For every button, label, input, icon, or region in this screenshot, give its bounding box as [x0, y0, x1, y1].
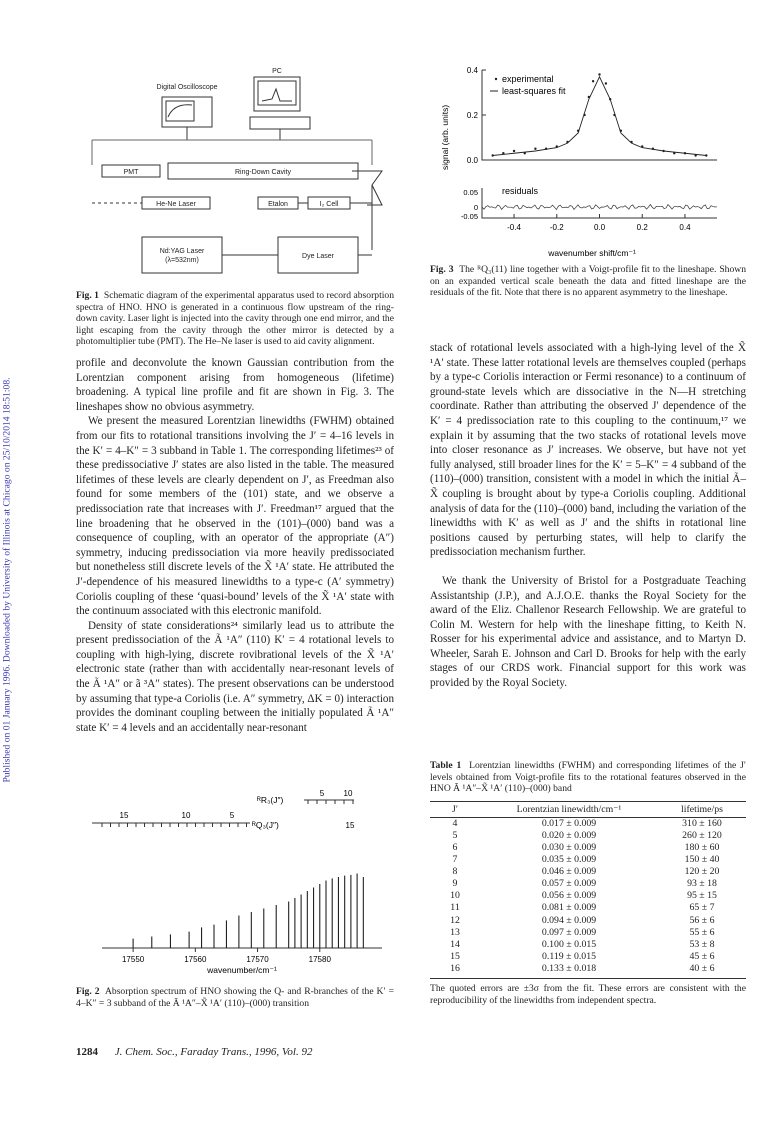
- left-column: [76, 356, 394, 735]
- table-cell: 8: [452, 866, 458, 878]
- table-cell: 6: [452, 841, 458, 853]
- fig2-q-tick-label: 5: [229, 811, 235, 820]
- table-cell: 0.030 ± 0.009: [541, 841, 597, 853]
- fig3-residual-ytick-label: 0: [473, 203, 478, 212]
- page-footer: [76, 1046, 312, 1058]
- table-cell: 0.133 ± 0.018: [480, 963, 658, 979]
- table-header-j: J′: [430, 801, 480, 817]
- fig1-label-oscilloscope: Digital Oscilloscope: [156, 84, 218, 91]
- fig2-q-branch-label: ᴿQ₃(J″): [252, 820, 279, 830]
- table-cell: 180 ± 60: [684, 841, 720, 853]
- fig1-caption-text: Schematic diagram of the experimental apparatus used to record absorption spectra of HNO. HNO is generated in a continuous flow upstream of the ring-down cavity. Laser light is injected into the cavity through one end mirror, and the light escaping from the cavity through the other mirror is detected by a photomultiplier tube (PMT). The He–Ne laser is used to aid cavity alignment.: [76, 290, 395, 348]
- table-row: [430, 830, 746, 842]
- right-column: [430, 341, 746, 691]
- fig3-legend-experimental: experimental: [502, 74, 554, 84]
- table-cell: 56 ± 6: [689, 914, 715, 926]
- table-row: [430, 927, 746, 939]
- fig3-ytick-label: 0.2: [466, 111, 478, 120]
- table-cell: 0.017 ± 0.009: [541, 817, 597, 829]
- fig3-ytick-label: 0.0: [466, 156, 478, 165]
- table1-footnote: The quoted errors are ±3σ from the fit. These errors are consistent with the reproducibility of the linewidths from independent spectra.: [430, 983, 746, 1006]
- fig3-residual-ytick-label: -0.05: [460, 212, 478, 221]
- fig3-data-point: [513, 150, 515, 152]
- fig2-q-tick-label: 10: [181, 811, 191, 820]
- table-cell: 13: [450, 926, 460, 938]
- fig3-xlabel: wavenumber shift/cm⁻¹: [548, 248, 636, 258]
- table-row: [430, 878, 746, 890]
- fig3-residual-trace: [482, 205, 717, 210]
- fig3-caption-text: The ᴿQ₃(11) line together with a Voigt-profile fit to the lineshape. Shown on an expanded vertical scale beneath the data and fitted lineshape are the residuals of the fit. Note that there is no apparent asymmetry to the lineshape.: [430, 264, 747, 299]
- fig2-r-branch-label: ᴿR₃(J″): [257, 795, 284, 805]
- fig1-apparatus-diagram: [82, 65, 402, 285]
- fig3-data-point: [605, 82, 607, 84]
- table-cell: 0.097 ± 0.009: [541, 926, 597, 938]
- fig3-ytick-label: 0.4: [466, 66, 478, 75]
- download-watermark: [0, 130, 16, 1030]
- table-cell: 0.035 ± 0.009: [541, 854, 597, 866]
- right-paragraph-2: We thank the University of Bristol for a Postgraduate Teaching Assistantship (J.P.), and A.J.O.E. thanks the Royal Society for the award of the Eliz. Challenor Research Fellowship. We are grateful to Colin M. Western for help with the lineshape fitting, to Keith N. Rosser for his experimental advice and assistance, and to Martyn D. Wheeler, Sarah E. Johnson and Carl D. Brooks for help with the early stages of our CRDS work. Financial support for this work was provided by the Royal Society.: [430, 574, 746, 690]
- table-cell: 11: [450, 902, 460, 914]
- fig3-data-point: [592, 80, 594, 82]
- fig2-caption-label: Fig. 2: [76, 986, 100, 997]
- table-header-linewidth: Lorentzian linewidth/cm⁻¹: [480, 801, 658, 817]
- fig3-caption-label: Fig. 3: [430, 264, 454, 275]
- fig1-label-cavity: Ring-Down Cavity: [234, 169, 292, 176]
- fig3-xtick-label: 0.4: [679, 223, 691, 232]
- table-cell: 7: [452, 854, 458, 866]
- fig1-caption: [76, 290, 394, 348]
- fig2-r-tick-label: 10: [343, 789, 353, 798]
- table-cell: 0.057 ± 0.009: [541, 878, 597, 890]
- table-header-lifetime: lifetime/ps: [658, 801, 746, 817]
- fig2-xtick-label: 17580: [308, 955, 331, 964]
- fig2-xtick-label: 17570: [246, 955, 269, 964]
- fig1-label-i2: I₂ Cell: [319, 201, 339, 208]
- table-cell: 9: [452, 878, 458, 890]
- fig2-q-end-label: 15: [345, 821, 355, 830]
- table-header-row: [430, 801, 746, 817]
- table-cell: 0.056 ± 0.009: [541, 890, 597, 902]
- table-cell: 40 ± 6: [658, 963, 746, 979]
- fig1-label-pc: PC: [272, 68, 282, 75]
- fig1-label-ndyag-wavelength: (λ=532nm): [165, 257, 199, 264]
- table-row: [430, 902, 746, 914]
- table1-caption-text: Lorentzian linewidths (FWHM) and corresponding lifetimes of the J′ levels obtained from Voigt-profile fits to the rotational features observed in the HNO Ã ¹A″–X̃ ¹A′ (110)–(000) band: [430, 760, 746, 795]
- table-cell: 14: [450, 938, 460, 950]
- table-cell: 0.100 ± 0.015: [541, 938, 597, 950]
- table-cell: 16: [430, 963, 480, 979]
- pc-monitor: [254, 77, 300, 111]
- ndyag-laser-box: [142, 237, 222, 273]
- table1-caption: [430, 760, 746, 795]
- fig1-label-hene: He-Ne Laser: [156, 201, 196, 208]
- table-row: [430, 817, 746, 830]
- table-row: [430, 939, 746, 951]
- fig3-residual-ytick-label: 0.05: [463, 188, 478, 197]
- table-cell: 65 ± 7: [689, 902, 715, 914]
- fig2-spectrum-plot: [82, 778, 402, 982]
- linewidth-table: [430, 801, 746, 979]
- oscilloscope-screen: [166, 101, 194, 121]
- table-cell: 0.094 ± 0.009: [541, 914, 597, 926]
- table-cell: 310 ± 160: [682, 817, 722, 829]
- fig2-xtick-label: 17550: [121, 955, 145, 964]
- fig3-xtick-label: -0.2: [549, 223, 564, 232]
- table-cell: 120 ± 20: [684, 866, 720, 878]
- fig2-r-tick-label: 5: [319, 789, 325, 798]
- table-row: [430, 915, 746, 927]
- fig1-label-dye: Dye Laser: [302, 253, 334, 260]
- table-cell: 15: [450, 950, 460, 962]
- fig2-q-tick-label: 15: [119, 811, 129, 820]
- fig1-label-pmt: PMT: [123, 169, 139, 176]
- table-cell: 150 ± 40: [684, 854, 720, 866]
- left-paragraph-2: We present the measured Lorentzian linewidths (FWHM) obtained from our fits to rotational transitions involving the J′ = 4–16 levels in the K′ = 4–K″ = 3 subband in Table 1. The corresponding lifetimes²³ of these predissociative J′ states are also listed in the table. The measured lifetimes of these levels are clearly dependent on J′, as Freedman also found for some members of the (101) state, and we observe a predissociation rate that increases with J′. Freedman¹⁷ argued that the line broadening that he observed in the (101)–(000) band was a consequence of coupling, with an operator of the appropriate (A″) symmetry, inducing predissociation via more heavily predissociated but nonetheless still discrete levels of the X̃ ¹A′ state. He attributed the J′-dependence of his measured linewidths to a type-c (A′ symmetry) Coriolis coupling of these ‘quasi-bound’ levels of the X̃ ¹A′ state with the continuum associated with this electronic manifold.: [76, 415, 394, 618]
- fig3-xtick-label: 0.0: [593, 223, 606, 232]
- pc-keyboard: [250, 117, 310, 129]
- table-row: [430, 854, 746, 866]
- table-cell: 0.046 ± 0.009: [541, 866, 597, 878]
- table-cell: 10: [450, 890, 460, 902]
- fig3-ylabel: signal (arb. units): [440, 104, 450, 170]
- left-paragraph-3: Density of state considerations²⁴ similarly lead us to attribute the present predissociation of the Ã ¹A″ (110) K′ = 4 rotational levels to coupling with high-lying, discrete rovibrational levels of the X̃ ¹A′ electronic state (rather than with accidentally near-resonant levels of the Ã ¹A″ or ã ³A″ states). The present observations can be understood by assuming that type-a Coriolis (i.e. A″ symmetry, ΔK = 0) interaction provides the dominant coupling between the initially populated Ã ¹A″ state K′ = 4 levels and an accidentally near-resonant: [76, 619, 394, 734]
- table-row: [430, 890, 746, 902]
- right-paragraph-1: stack of rotational levels associated with a high-lying level of the X̃ ¹A′ state. These latter rotational levels are themselves coupled (perhaps by a type-c Coriolis interaction or Fermi resonance) to a continuum of ground-state levels which are dissociative in the N—H stretching coordinate. Rather than attributing the observed J′ dependence of the K′ = 4 predissociation rate to this coupling to the continuum,¹⁷ we explain it by assuming that the two stacks of rotational levels move into closer resonance as J′ increases. We observe, but have not yet fully analysed, still broader lines for the K′ = 5–K″ = 4 subband of the (110)–(000) transition, consistent with a model in which the initial Ã–X̃ coupling is brought about by type-a Coriolis coupling. Additional analysis of data for the (110)–(000) band, including the variation of the linewidths with K′ as well as J′ and the shifts in rotational line positions caused by perturbing states, will help to clarify the predissociation mechanism further.: [430, 342, 746, 559]
- table1: [430, 760, 746, 1006]
- journal-citation: J. Chem. Soc., Faraday Trans., 1996, Vol. 92: [114, 1046, 313, 1058]
- fig1-label-ndyag: Nd:YAG Laser: [159, 248, 205, 255]
- fig2-xlabel: wavenumber/cm⁻¹: [207, 965, 277, 975]
- fig3-xtick-label: 0.2: [636, 223, 648, 232]
- fig3-caption: [430, 264, 746, 299]
- fig3-xtick-label: -0.4: [507, 223, 521, 232]
- fig3-data-point: [598, 73, 600, 75]
- left-paragraph-1: profile and deconvolute the known Gaussian contribution from the Lorentzian component arising from homogeneous (lifetime) broadening. A typical line profile and fit are shown in Fig. 3. The lineshapes show no obvious asymmetry.: [76, 357, 394, 413]
- fig1-caption-label: Fig. 1: [76, 290, 99, 301]
- table-cell: 95 ± 15: [687, 890, 717, 902]
- table-cell: 55 ± 6: [689, 926, 715, 938]
- fig2-caption: [76, 986, 394, 1009]
- table-row: [430, 951, 746, 963]
- table-cell: 0.081 ± 0.009: [541, 902, 597, 914]
- page-number: 1284: [76, 1046, 98, 1058]
- table-cell: 4: [452, 817, 458, 829]
- table-cell: 0.020 ± 0.009: [541, 829, 597, 841]
- table-row: [430, 963, 746, 979]
- download-watermark-text: Published on 01 January 1996. Downloaded by University of Illinois at Chicago on 25/10/2014 18:51:08.: [1, 377, 13, 783]
- table-cell: 12: [450, 914, 460, 926]
- table-cell: 53 ± 8: [689, 938, 715, 950]
- fig3-residuals-label: residuals: [502, 186, 539, 196]
- table-cell: 93 ± 18: [687, 878, 717, 890]
- fig3-lineshape-plot: [432, 60, 732, 260]
- fig2-xtick-label: 17560: [184, 955, 207, 964]
- fig3-legend-fit: least-squares fit: [502, 86, 566, 96]
- table-cell: 0.119 ± 0.015: [542, 950, 596, 962]
- table-cell: 260 ± 120: [682, 829, 722, 841]
- fig2-caption-text: Absorption spectrum of HNO showing the Q- and R-branches of the K′ = 4–K″ = 3 subband of the Ã ¹A″–X̃ ¹A′ (110)–(000) transition: [76, 986, 394, 1009]
- table-cell: 5: [452, 829, 458, 841]
- fig3-legend-marker-points: [495, 78, 497, 80]
- table1-label: Table 1: [430, 760, 462, 771]
- fig3-data-point: [534, 148, 536, 150]
- table-cell: 45 ± 6: [689, 950, 715, 962]
- table-row: [430, 866, 746, 878]
- fig1-label-etalon: Etalon: [268, 201, 288, 208]
- table-row: [430, 842, 746, 854]
